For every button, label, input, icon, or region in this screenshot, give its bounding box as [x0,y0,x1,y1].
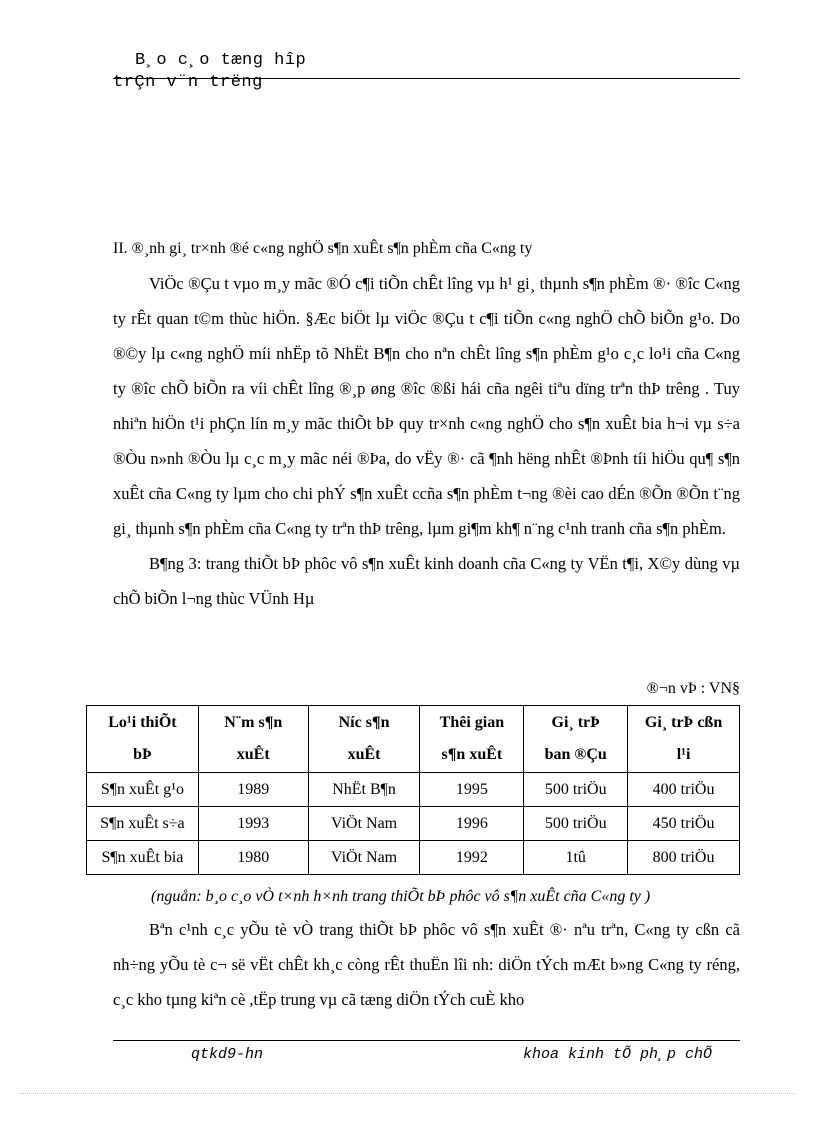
table-cell: 1993 [198,807,308,841]
header-report-title: B¸o c¸o tæng hîp [135,51,307,70]
table-row [87,841,740,875]
page-edge-divider [20,1093,796,1094]
table-header-cell: Gi¸ trÞ ban ®Çu [524,706,628,773]
table-cell: 1996 [420,807,524,841]
footer-class-code: qtkd9-hn [191,1046,264,1063]
table-cell: ViÖt Nam [308,841,420,875]
table-cell: 450 triÖu [628,807,740,841]
table-cell: 1989 [198,773,308,807]
table-cell: ViÖt Nam [308,807,420,841]
table-cell: 1980 [198,841,308,875]
table-header-cell: Lo¹i thiÕt bÞ [87,706,199,773]
table-cell: 400 triÖu [628,773,740,807]
section-title: II. ®¸nh gi¸ tr×nh ®é c«ng nghÖ s¶n xuÊt s¶n phÈm cña C«ng ty [113,240,533,257]
table-cell: 1tû [524,841,628,875]
page-header [113,50,740,94]
footer-faculty: khoa kinh tÕ ph¸p chÕ [522,1046,712,1063]
body-text-continued [113,912,740,1017]
table-row [87,807,740,841]
table-cell: 500 triÖu [524,773,628,807]
table-caption: B¶ng 3: trang thiÕt bÞ phôc vô s¶n xuÊt kinh doanh cña C«ng ty VËn t¶i, X©y dùng vµ chÕ biÕn l¬ng thùc VÜnh Hµ [113,554,740,608]
footer-divider [113,1040,740,1041]
table-cell: NhËt B¶n [308,773,420,807]
table-cell: S¶n xuÊt g¹o [87,773,199,807]
table-cell: S¶n xuÊt s÷a [87,807,199,841]
paragraph: Bªn c¹nh c¸c yÕu tè vÒ trang thiÕt bÞ phôc vô s¶n xuÊt ®· nªu trªn, C«ng ty cßn cã nh÷ng yÕu tè c¬ së vËt chÊt kh¸c còng rÊt thuËn lîi nh: diÖn tÝch mÆt b»ng C«ng ty réng, c¸c kho tµng kiªn cè ,tËp trung vµ cã tæng diÖn tÝch cuÈ kho [113,920,740,1009]
table-header-cell: N¨m s¶n xuÊt [198,706,308,773]
paragraph: ViÖc ®Çu t vµo m¸y mãc ®Ó c¶i tiÕn chÊt lîng vµ h¹ gi¸ thµnh s¶n phÈm ®· ®îc C«ng ty rÊt quan t©m thùc hiÖn. §Æc biÖt lµ viÖc ®Çu t c¶i tiÕn c«ng nghÖ chÕ biÕn g¹o. Do ®©y lµ c«ng nghÖ míi nhËp tõ NhËt B¶n cho nªn chÊt lîng s¶n phÈm g¹o c¸c lo¹i cña C«ng ty ®îc chÕ biÕn ra víi chÊt lîng ®¸p øng ®îc ®ßi hái cña ngêi tiªu dïng trªn thÞ trêng . Tuy nhiªn hiÖn t¹i phÇn lín m¸y mãc thiÕt bÞ quy tr×nh c«ng nghÖ cho s¶n xuÊt bia h¬i vµ s÷a ®Òu n»nh ®Òu lµ c¸c m¸y mãc néi ®Þa, do vËy ®· cã ¶nh hëng nhÊt ®Þnh tíi hiÖu qu¶ s¶n xuÊt cña C«ng ty lµm cho chi phÝ s¶n xuÊt ccña s¶n phÈm t¬ng ®èi cao dÉn ®Õn ®Õn t¨ng gi¸ thµnh s¶n phÈm cña C«ng ty trªn thÞ trêng, lµm gi¶m kh¶ n¨ng c¹nh tranh cña s¶n phÈm. [113,274,740,538]
table-cell: 800 triÖu [628,841,740,875]
table-header-cell: Níc s¶n xuÊt [308,706,420,773]
equipment-table [86,705,740,875]
table-header-row [87,706,740,773]
body-text [113,266,740,616]
source-note: (nguån: b¸o c¸o vÒ t×nh h×nh trang thiÕt bÞ phôc vô s¶n xuÊt cña C«ng ty ) [151,888,651,905]
header-author: trÇn v¨n trëng [113,73,263,92]
header-divider [113,78,740,79]
unit-label: ®¬n vÞ : VN§ [646,680,740,697]
table-cell: 1995 [420,773,524,807]
table-cell: 500 triÖu [524,807,628,841]
table-header-cell: Thêi gian s¶n xuÊt [420,706,524,773]
table-cell: 1992 [420,841,524,875]
table-row [87,773,740,807]
table-header-cell: Gi¸ trÞ cßn l¹i [628,706,740,773]
table-cell: S¶n xuÊt bia [87,841,199,875]
